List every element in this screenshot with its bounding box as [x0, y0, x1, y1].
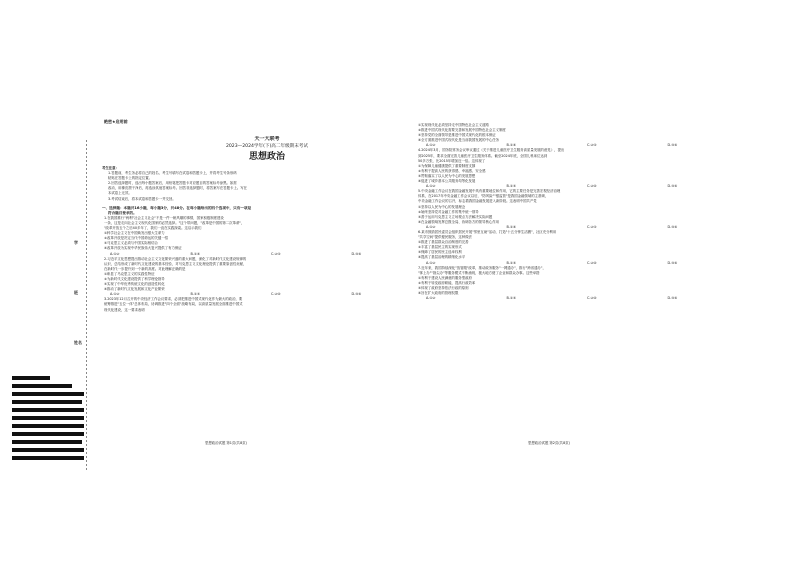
statement: ④推动了新时代文化发展和文化产业繁荣 [104, 287, 165, 292]
option: C.②③ [587, 224, 597, 229]
statement: ①坚持以人民为中心的发展理念 [418, 204, 466, 209]
union-title: 天一大联考 [254, 136, 280, 142]
notice-line: 粘贴在答题卡上的指定位置。 [108, 176, 153, 181]
left-page-footer: 思想政治试题 第1页(共8页) [205, 441, 247, 445]
question-line: "改革开放五个之后40多年了，我们一直在实践探索。这启示我们 [104, 226, 202, 231]
notice-line: 本试卷上无效。 [108, 191, 132, 196]
option: C.②③ [587, 143, 597, 148]
option: B.①④ [506, 143, 516, 148]
question-line: 体系，在2017年中央金融工作会议以后，"防风险""强监管"是我国金融领域的主基调， [418, 194, 549, 199]
statement: ②为新时代文化建设提供了科学理论指导 [104, 276, 165, 281]
statement: ①实现现代化必须坚持走中国特色社会主义道路 [418, 123, 489, 127]
term-title: 2023—2024学年(下)高二年级期末考试 [225, 144, 309, 149]
statement: ②推进中国式现代化需要完善和发展中国特色社会主义制度 [418, 128, 506, 133]
side-label-school: 学 [74, 240, 78, 245]
statement: ②丰富了基层民主的实现形式 [418, 245, 462, 250]
question-line: 统筹推进"五位一体"总体布局，协调推进"四个全面"战略布局，以高质量发展全面推进中国式 [104, 302, 243, 307]
option: B.①③ [506, 296, 516, 301]
statement: ③实现了中华优秀传统文化的创造性转化 [104, 282, 165, 287]
option: A.①② [110, 251, 120, 256]
right-page [418, 123, 748, 463]
subject-title: 思想政治 [248, 152, 285, 162]
statement: ③坚持党的全面领导是推进中国式现代化的根本保证 [418, 133, 496, 138]
question-line: 6.某市鼓励居民委员会组织居民开展"邻里互助"活动，打造"十五分钟生活圈"，社区充分利用 [418, 229, 557, 234]
notice-line: 改动，用橡皮擦干净后，再选涂其他答案标号。回答非选择题时，将答案写在答题卡上。写在 [108, 186, 248, 191]
question-line: "掌上办""指尖办"等服务模式不断涌现，极大地方便了企业和群众办事。这些举措 [418, 270, 540, 275]
question-line: 5.中央金融工作会议在我国金融发展中具有重要地位和作用，它的主要任务是完善宏观经济治理 [418, 189, 561, 194]
question-line: 现代化建设，这一要求表明 [104, 307, 145, 312]
question-line: 到2025年，要求全面完善儿童医疗卫生服务体系。截至2024年底，全国儿科床位达到 [418, 153, 548, 158]
option: A.①② [426, 260, 436, 265]
statement: ③体现了政府坚持依法行政的原则 [418, 286, 469, 290]
statement: ③贯彻落实了以人民为中心的发展思想 [418, 173, 476, 178]
option: D.③④ [667, 143, 678, 148]
option: C.②④ [271, 292, 281, 297]
binding-dashed-line [86, 140, 87, 470]
question-line: 认识，总结形成了新时代文化建设的基本经验，对马克思主义文化理论提供了重要原创性贡献， [104, 261, 247, 266]
statement: ④旨在扩大政府的管理权限 [418, 291, 459, 296]
option: B.①③ [506, 184, 516, 189]
statement: ③善于运用马克思主义立场观点方法解决实际问题 [418, 214, 493, 219]
option: B.①④ [506, 224, 516, 229]
statement: ①科学社会主义在中国焕发出强大生命力 [104, 231, 165, 236]
question-line: 7.近年来，我国持续深化"放管服"改革，推动政务服务"一网通办"，推行"跨省通办"， [418, 265, 546, 270]
confidential-note: 绝密★启用前 [104, 119, 128, 124]
statement: ④促进了城乡基本公共服务均等化发展 [418, 179, 476, 184]
statement: ②有利于提高人民的获得感、幸福感、安全感 [418, 168, 486, 173]
option: D.③④ [667, 296, 678, 301]
question-line: 1.在我国推行"两利"社会主义社会"不是一件一帆风顺的事情，国家积极制度建设 [104, 215, 224, 220]
answer-options [102, 252, 432, 257]
statement: ③保障了居民的民主选举权利 [418, 250, 462, 255]
statement: ②改革开放是决定当代中国命运的关键一招 [104, 236, 169, 241]
question-line: 4.2024年3月，国务院常务会议审议通过《关于推进儿童医疗卫生服务高质量发展的意见》，提出 [418, 148, 565, 153]
statement: ①彰显了马克思主义的实践性特征 [104, 271, 155, 276]
side-label-class: 班 [74, 290, 78, 295]
option: B.①③ [506, 260, 516, 265]
right-page-footer: 思想政治试题 第2页(共8页) [528, 441, 570, 445]
question-line: 3.2023年12月召开的中央经济工作会议要求，必须把推进中国式现代化作为最大的政治，要 [104, 297, 243, 302]
notice-line: 1.答题前，考生务必将自己的姓名、考生号填写在试卷和答题卡上，并将考生号条形码 [108, 171, 237, 176]
notice-line: 2.回答选择题时，选出每小题答案后，用铅笔把答题卡对应题目的答案标号涂黑。如需 [108, 181, 237, 186]
statement: ③马克思主义必须与中国实际相结合 [104, 241, 158, 246]
statement: ①推进了基层群众自治制度的完善 [418, 240, 469, 245]
statement: ②有利于转变政府职能，提高行政效率 [418, 280, 476, 285]
option: A.①② [426, 296, 436, 301]
option: D.③④ [667, 184, 678, 189]
answer-options [418, 261, 748, 266]
option: D.③④ [351, 292, 362, 297]
section-one-title: 一、选择题：本题共16小题，每小题3分，共48分。在每小题给出的四个选项中，只有一项是 [102, 205, 252, 210]
option: D.③④ [667, 260, 678, 265]
option: A.①② [426, 143, 436, 148]
question-line: 2.习近平文化思想提出推动社会主义文化繁荣兴盛的重大问题，深化了对新时代文化建设规律的 [104, 256, 247, 261]
statement: ①为保障儿童健康提供了重要制度支撑 [418, 163, 476, 168]
question-line: 一条，这是走向社会主义现代化国家的必然选择。"这个带问题，"改革是中国的第二次革命"， [104, 220, 245, 225]
statement: ②始终坚持党对金融工作的集中统一领导 [418, 209, 479, 214]
option: B.①③ [190, 292, 200, 297]
statement: ④提高了基层治理的精细化水平 [418, 255, 466, 260]
option: C.②④ [587, 184, 597, 189]
notice-line: 3.考试结束后，将本试卷和答题卡一并交回。 [108, 196, 176, 201]
section-one-title-cont: 符合题目要求的。 [108, 210, 137, 215]
answer-options [418, 296, 748, 301]
option: C.②④ [587, 260, 597, 265]
side-label-name: 姓名 [74, 340, 82, 345]
left-questions [102, 216, 432, 313]
option: C.②③ [271, 251, 281, 256]
option: D.③④ [351, 251, 362, 256]
notice-title: 考生注意： [102, 166, 119, 170]
question-line: 50多万张，比2015年增加近一倍。这体现了 [418, 158, 486, 163]
question-line: 在新时代一步提升到一个新的高度。对此理解正确的是 [104, 266, 186, 271]
option: C.②④ [587, 296, 597, 301]
barcode-graphic [12, 376, 84, 466]
option: A.①② [426, 224, 436, 229]
question-line: 中央金融工作会议的召开，标志着我国金融发展进入新阶段。这表明中国共产党 [418, 199, 537, 204]
question-line: "共享空间"提供便民服务，这种做法 [418, 235, 472, 240]
option: A.①② [110, 292, 120, 297]
left-page [102, 128, 432, 468]
option: B.①④ [190, 251, 200, 256]
statement: ①有利于建设人民满意的服务型政府 [418, 275, 472, 280]
statement: ④全方面推进中国式现代化是当前我国发展的中心任务 [418, 138, 500, 143]
option: D.③④ [667, 224, 678, 229]
statement: ④改革开放为实现中华民族伟大复兴提供了有力保证 [104, 246, 182, 251]
statement: ④在金融领域发挥总揽全局、协调各方的领导核心作用 [418, 219, 500, 224]
option: A.①② [426, 184, 436, 189]
